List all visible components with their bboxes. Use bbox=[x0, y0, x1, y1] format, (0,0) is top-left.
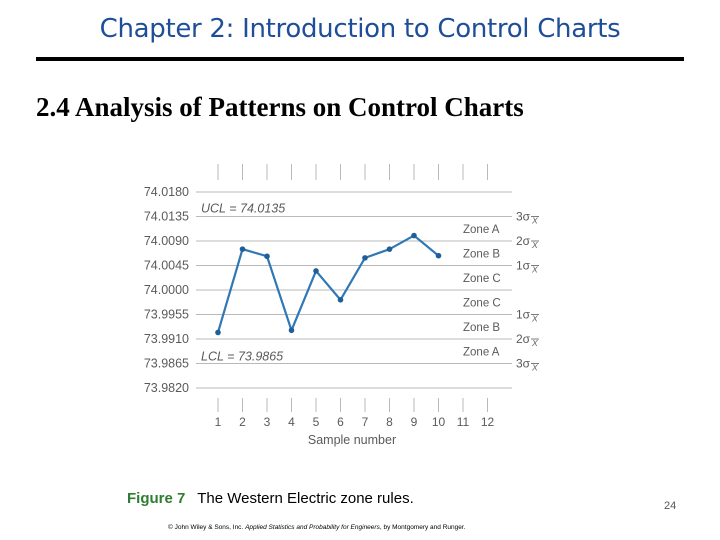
data-point bbox=[436, 253, 442, 259]
x-tick-label: 11 bbox=[456, 415, 470, 429]
sigma-subscript: X bbox=[532, 313, 538, 324]
sigma-label: 3σ bbox=[516, 209, 531, 224]
sigma-subscript: X bbox=[532, 240, 538, 250]
y-tick-label: 74.0000 bbox=[143, 283, 189, 297]
data-point bbox=[289, 327, 295, 333]
figure-label: Figure 7 bbox=[127, 490, 186, 507]
section-heading: 2.4 Analysis of Patterns on Control Charts bbox=[36, 92, 524, 122]
y-tick-label: 74.0045 bbox=[143, 258, 189, 273]
sigma-label: 3σ bbox=[516, 356, 531, 371]
zone-label: Zone C bbox=[463, 272, 501, 285]
zone-label: Zone B bbox=[463, 321, 501, 334]
data-point bbox=[338, 297, 344, 303]
figure-caption bbox=[127, 490, 414, 507]
x-tick-label: 10 bbox=[431, 415, 446, 429]
zone-label: Zone A bbox=[463, 346, 500, 359]
x-tick-label: 2 bbox=[239, 415, 246, 429]
y-tick-label: 73.9955 bbox=[143, 307, 189, 322]
sigma-label: 2σ bbox=[516, 332, 531, 346]
x-tick-label: 3 bbox=[263, 415, 271, 429]
x-tick-label: 6 bbox=[337, 415, 344, 429]
sigma-subscript: X bbox=[532, 215, 538, 226]
lcl-label: LCL = 73.9865 bbox=[201, 349, 284, 364]
x-tick-label: 9 bbox=[410, 415, 418, 429]
page-number: 24 bbox=[664, 500, 677, 512]
y-tick-label: 74.0180 bbox=[143, 185, 189, 199]
data-point bbox=[313, 268, 319, 274]
x-tick-label: 7 bbox=[361, 415, 369, 429]
sigma-subscript: X bbox=[532, 362, 538, 373]
y-tick-label: 73.9910 bbox=[143, 332, 189, 346]
x-axis-title: Sample number bbox=[307, 433, 397, 447]
data-point bbox=[264, 253, 270, 259]
x-tick-label: 8 bbox=[386, 415, 393, 429]
zone-label: Zone C bbox=[463, 297, 501, 310]
ucl-label: UCL = 74.0135 bbox=[201, 201, 286, 216]
data-point bbox=[411, 233, 417, 239]
y-tick-label: 74.0090 bbox=[143, 234, 189, 248]
y-tick-label: 74.0135 bbox=[143, 209, 189, 224]
sigma-subscript: X bbox=[532, 338, 538, 348]
sigma-label: 1σ bbox=[516, 258, 531, 273]
x-tick-label: 4 bbox=[288, 415, 295, 429]
y-tick-label: 73.9820 bbox=[143, 381, 189, 395]
sigma-subscript: X bbox=[532, 264, 538, 275]
zone-label: Zone A bbox=[463, 223, 500, 236]
sigma-label: 1σ bbox=[516, 307, 531, 322]
copyright-credit bbox=[168, 524, 465, 531]
credit-prefix: © John Wiley & Sons, Inc. bbox=[168, 524, 244, 531]
x-tick-label: 12 bbox=[480, 415, 495, 429]
data-point bbox=[362, 255, 368, 261]
slide-title: Chapter 2: Introduction to Control Charts bbox=[99, 14, 621, 44]
x-tick-label: 1 bbox=[214, 415, 222, 429]
data-point bbox=[240, 246, 246, 252]
x-tick-label: 5 bbox=[312, 415, 320, 429]
data-series-line bbox=[218, 236, 439, 333]
data-point bbox=[215, 330, 221, 336]
data-point bbox=[387, 246, 393, 252]
credit-suffix: , by Montgomery and Runger. bbox=[379, 524, 466, 531]
figure-caption-text: The Western Electric zone rules. bbox=[197, 490, 414, 507]
y-tick-label: 73.9865 bbox=[143, 356, 189, 371]
sigma-label: 2σ bbox=[516, 234, 531, 248]
zone-label: Zone B bbox=[463, 248, 501, 261]
credit-book-title: Applied Statistics and Probability for Engineers bbox=[245, 524, 380, 531]
